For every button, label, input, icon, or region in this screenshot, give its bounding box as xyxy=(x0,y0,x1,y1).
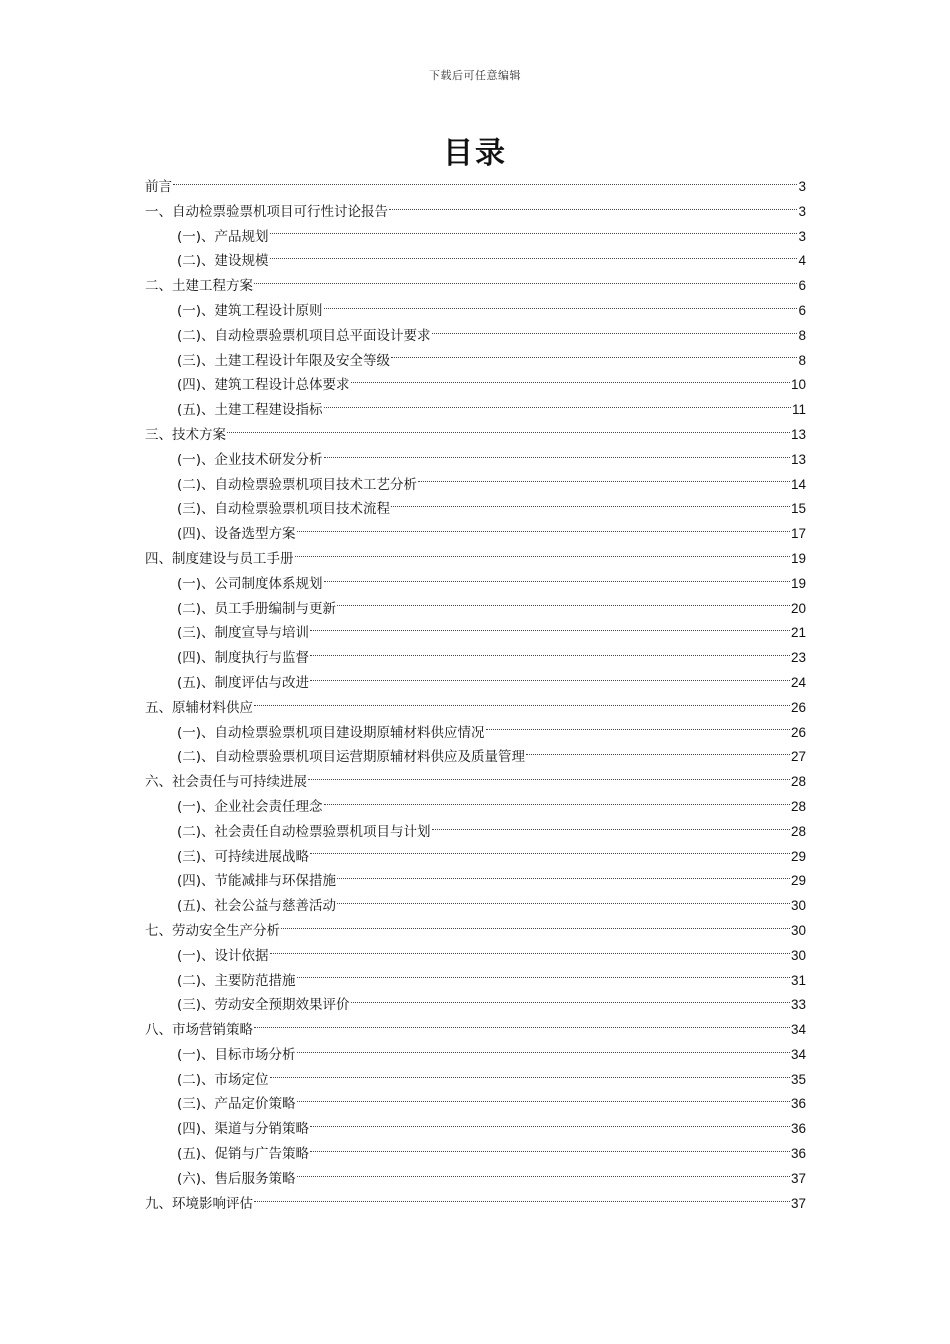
toc-entry-label: (二)、主要防范措施 xyxy=(177,972,296,989)
toc-entry[interactable] xyxy=(145,373,806,398)
toc-entry[interactable] xyxy=(145,646,806,671)
toc-entry[interactable] xyxy=(145,1142,806,1167)
toc-dot-leader xyxy=(324,457,790,458)
toc-entry[interactable] xyxy=(145,820,806,845)
toc-entry[interactable] xyxy=(145,1068,806,1093)
toc-entry[interactable] xyxy=(145,770,806,795)
toc-entry-page-number: 29 xyxy=(790,873,806,889)
toc-entry-label: (一)、企业技术研发分析 xyxy=(177,451,323,468)
toc-entry-label: (四)、设备选型方案 xyxy=(177,526,296,543)
toc-entry-page-number: 30 xyxy=(790,947,806,963)
table-of-contents xyxy=(145,175,806,1216)
toc-dot-leader xyxy=(254,283,797,284)
toc-entry-page-number: 8 xyxy=(798,327,806,343)
toc-entry-page-number: 19 xyxy=(790,575,806,591)
toc-entry-page-number: 33 xyxy=(790,997,806,1013)
toc-dot-leader xyxy=(281,928,790,929)
toc-dot-leader xyxy=(254,1027,790,1028)
toc-dot-leader xyxy=(324,804,790,805)
toc-entry-label: (二)、自动检票验票机项目总平面设计要求 xyxy=(177,327,431,344)
toc-entry-label: 二、土建工程方案 xyxy=(145,278,253,295)
toc-entry[interactable] xyxy=(145,721,806,746)
toc-dot-leader xyxy=(173,184,797,185)
toc-entry-page-number: 21 xyxy=(790,625,806,641)
toc-dot-leader xyxy=(310,630,790,631)
toc-entry-label: (四)、节能减排与环保措施 xyxy=(177,873,337,890)
toc-entry-page-number: 19 xyxy=(790,550,806,566)
toc-entry[interactable] xyxy=(145,919,806,944)
toc-entry-page-number: 17 xyxy=(790,526,806,542)
toc-entry-page-number: 34 xyxy=(790,1046,806,1062)
toc-entry-page-number: 26 xyxy=(790,724,806,740)
toc-entry-label: (一)、产品规划 xyxy=(177,228,269,245)
toc-entry-label: (三)、制度宣导与培训 xyxy=(177,625,310,642)
toc-entry-label: 八、市场营销策略 xyxy=(145,1022,253,1039)
toc-dot-leader xyxy=(310,680,790,681)
toc-entry[interactable] xyxy=(145,1043,806,1068)
toc-entry[interactable] xyxy=(145,497,806,522)
toc-entry-label: (一)、目标市场分析 xyxy=(177,1046,296,1063)
toc-entry-label: (五)、促销与广告策略 xyxy=(177,1146,310,1163)
toc-dot-leader xyxy=(254,705,790,706)
toc-entry[interactable] xyxy=(145,398,806,423)
toc-dot-leader xyxy=(391,506,790,507)
toc-dot-leader xyxy=(310,1126,790,1127)
toc-dot-leader xyxy=(297,1101,790,1102)
toc-entry[interactable] xyxy=(145,745,806,770)
toc-dot-leader xyxy=(324,308,798,309)
toc-entry-page-number: 24 xyxy=(790,674,806,690)
toc-dot-leader xyxy=(270,258,798,259)
toc-dot-leader xyxy=(432,333,798,334)
toc-entry-label: (五)、制度评估与改进 xyxy=(177,674,310,691)
toc-entry[interactable] xyxy=(145,944,806,969)
toc-entry-page-number: 31 xyxy=(790,972,806,988)
toc-entry-page-number: 37 xyxy=(790,1195,806,1211)
toc-dot-leader xyxy=(351,1002,790,1003)
toc-entry[interactable] xyxy=(145,1092,806,1117)
toc-entry-page-number: 6 xyxy=(798,278,806,294)
toc-dot-leader xyxy=(308,779,790,780)
toc-dot-leader xyxy=(310,853,790,854)
toc-entry-page-number: 30 xyxy=(790,898,806,914)
toc-dot-leader xyxy=(337,903,790,904)
toc-entry-label: (一)、公司制度体系规划 xyxy=(177,575,323,592)
toc-entry[interactable] xyxy=(145,894,806,919)
toc-entry-page-number: 34 xyxy=(790,1022,806,1038)
toc-dot-leader xyxy=(270,953,790,954)
toc-entry[interactable] xyxy=(145,1192,806,1217)
toc-entry-page-number: 37 xyxy=(790,1170,806,1186)
toc-entry-page-number: 8 xyxy=(798,352,806,368)
toc-entry-page-number: 23 xyxy=(790,650,806,666)
toc-entry-label: (四)、制度执行与监督 xyxy=(177,650,310,667)
toc-entry-label: (三)、可持续进展战略 xyxy=(177,848,310,865)
toc-entry-page-number: 29 xyxy=(790,848,806,864)
toc-dot-leader xyxy=(297,1176,790,1177)
toc-entry-page-number: 28 xyxy=(790,798,806,814)
toc-entry-page-number: 35 xyxy=(790,1071,806,1087)
toc-entry-label: (四)、渠道与分销策略 xyxy=(177,1121,310,1138)
toc-entry-page-number: 6 xyxy=(798,302,806,318)
toc-entry[interactable] xyxy=(145,324,806,349)
toc-dot-leader xyxy=(337,605,790,606)
toc-entry-label: 五、原辅材料供应 xyxy=(145,699,253,716)
toc-entry-page-number: 13 xyxy=(790,451,806,467)
toc-entry[interactable] xyxy=(145,299,806,324)
toc-entry-label: (六)、售后服务策略 xyxy=(177,1170,296,1187)
toc-entry-label: (二)、自动检票验票机项目运营期原辅材料供应及质量管理 xyxy=(177,749,526,766)
toc-entry-page-number: 30 xyxy=(790,922,806,938)
toc-entry-label: (二)、自动检票验票机项目技术工艺分析 xyxy=(177,476,418,493)
toc-entry-page-number: 27 xyxy=(790,749,806,765)
toc-entry[interactable] xyxy=(145,795,806,820)
toc-entry[interactable] xyxy=(145,869,806,894)
toc-entry-label: (一)、企业社会责任理念 xyxy=(177,798,323,815)
toc-entry-page-number: 4 xyxy=(798,253,806,269)
toc-dot-leader xyxy=(389,209,797,210)
toc-entry-page-number: 3 xyxy=(798,228,806,244)
toc-entry-label: (三)、自动检票验票机项目技术流程 xyxy=(177,501,391,518)
toc-entry-label: (二)、社会责任自动检票验票机项目与计划 xyxy=(177,823,431,840)
toc-dot-leader xyxy=(486,729,790,730)
toc-dot-leader xyxy=(297,1052,790,1053)
toc-dot-leader xyxy=(418,481,790,482)
toc-entry[interactable] xyxy=(145,1018,806,1043)
toc-dot-leader xyxy=(432,829,790,830)
toc-entry-label: (三)、劳动安全预期效果评价 xyxy=(177,997,350,1014)
toc-entry[interactable] xyxy=(145,696,806,721)
toc-entry[interactable] xyxy=(145,1117,806,1142)
toc-entry-label: 前言 xyxy=(145,179,172,195)
toc-entry-label: 一、自动检票验票机项目可行性讨论报告 xyxy=(145,203,388,220)
toc-entry[interactable] xyxy=(145,473,806,498)
toc-entry-page-number: 20 xyxy=(790,600,806,616)
toc-entry-page-number: 14 xyxy=(790,476,806,492)
toc-dot-leader xyxy=(310,1151,790,1152)
toc-entry-label: (三)、土建工程设计年限及安全等级 xyxy=(177,352,391,369)
toc-entry-page-number: 36 xyxy=(790,1096,806,1112)
toc-entry-label: (一)、自动检票验票机项目建设期原辅材料供应情况 xyxy=(177,724,485,741)
toc-dot-leader xyxy=(526,754,790,755)
toc-title: 目录 xyxy=(443,136,507,171)
toc-entry-label: (一)、设计依据 xyxy=(177,947,269,964)
toc-dot-leader xyxy=(270,233,798,234)
toc-dot-leader xyxy=(324,581,790,582)
toc-entry[interactable] xyxy=(145,1167,806,1192)
toc-entry-label: (一)、建筑工程设计原则 xyxy=(177,302,323,319)
toc-dot-leader xyxy=(227,432,790,433)
toc-entry-label: 七、劳动安全生产分析 xyxy=(145,922,280,939)
toc-entry[interactable] xyxy=(145,349,806,374)
toc-dot-leader xyxy=(295,556,790,557)
toc-entry-page-number: 36 xyxy=(790,1121,806,1137)
toc-entry-label: 六、社会责任与可持续进展 xyxy=(145,774,307,791)
toc-entry[interactable] xyxy=(145,249,806,274)
toc-entry-label: 三、技术方案 xyxy=(145,426,226,443)
toc-entry-page-number: 13 xyxy=(790,426,806,442)
toc-entry[interactable] xyxy=(145,671,806,696)
toc-entry[interactable] xyxy=(145,200,806,225)
toc-dot-leader xyxy=(310,655,790,656)
toc-dot-leader xyxy=(337,878,790,879)
toc-entry-page-number: 3 xyxy=(798,203,806,219)
toc-entry[interactable] xyxy=(145,621,806,646)
toc-entry-page-number: 3 xyxy=(798,179,806,194)
toc-dot-leader xyxy=(351,382,790,383)
toc-dot-leader xyxy=(270,1077,790,1078)
toc-dot-leader xyxy=(254,1201,790,1202)
toc-entry[interactable] xyxy=(145,225,806,250)
toc-entry-page-number: 26 xyxy=(790,699,806,715)
toc-entry[interactable] xyxy=(145,993,806,1018)
header-note: 下载后可任意编辑 xyxy=(429,69,521,82)
toc-entry-label: (四)、建筑工程设计总体要求 xyxy=(177,377,350,394)
toc-entry-page-number: 28 xyxy=(790,774,806,790)
toc-entry-page-number: 15 xyxy=(790,501,806,517)
toc-entry-label: (五)、社会公益与慈善活动 xyxy=(177,898,337,915)
toc-entry-page-number: 36 xyxy=(790,1146,806,1162)
toc-entry[interactable] xyxy=(145,522,806,547)
toc-entry[interactable] xyxy=(145,572,806,597)
toc-entry-label: (五)、土建工程建设指标 xyxy=(177,402,323,419)
toc-entry-page-number: 10 xyxy=(790,377,806,393)
toc-entry-label: 九、环境影响评估 xyxy=(145,1195,253,1212)
toc-entry[interactable] xyxy=(145,845,806,870)
toc-entry[interactable] xyxy=(145,597,806,622)
toc-entry[interactable] xyxy=(145,547,806,572)
toc-dot-leader xyxy=(391,357,797,358)
toc-entry-label: 四、制度建设与员工手册 xyxy=(145,550,294,567)
toc-entry-page-number: 11 xyxy=(791,402,806,418)
toc-dot-leader xyxy=(324,407,791,408)
toc-dot-leader xyxy=(297,977,790,978)
toc-entry-label: (二)、员工手册编制与更新 xyxy=(177,600,337,617)
toc-entry[interactable] xyxy=(145,423,806,448)
toc-entry-label: (二)、建设规模 xyxy=(177,253,269,270)
toc-dot-leader xyxy=(297,531,790,532)
toc-entry[interactable] xyxy=(145,969,806,994)
toc-entry-page-number: 28 xyxy=(790,823,806,839)
toc-entry-label: (三)、产品定价策略 xyxy=(177,1096,296,1113)
toc-entry[interactable] xyxy=(145,274,806,299)
toc-entry[interactable] xyxy=(145,175,806,200)
toc-entry-label: (二)、市场定位 xyxy=(177,1071,269,1088)
toc-entry[interactable] xyxy=(145,448,806,473)
